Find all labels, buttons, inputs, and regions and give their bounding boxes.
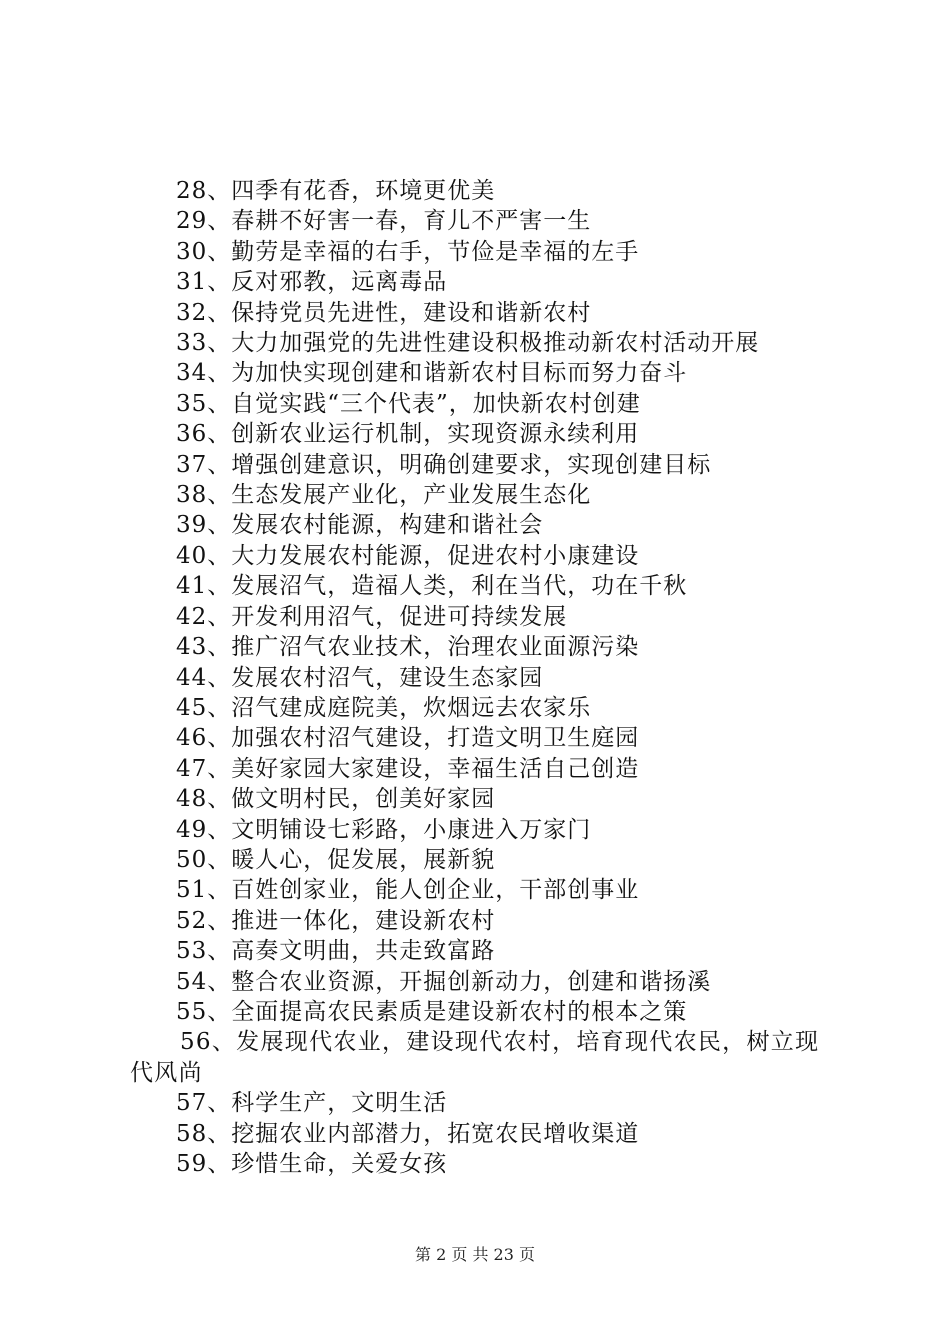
page-footer: 第 2 页 共 23 页 xyxy=(415,1245,535,1264)
list-item: 33、大力加强党的先进性建设积极推动新农村活动开展 xyxy=(176,330,760,357)
list-item: 44、发展农村沼气，建设生态家园 xyxy=(176,664,544,691)
list-item: 29、春耕不好害一春，育儿不严害一生 xyxy=(176,208,592,235)
list-item: 37、增强创建意识，明确创建要求，实现创建目标 xyxy=(176,451,712,478)
list-item: 54、整合农业资源，开掘创新动力，创建和谐扬溪 xyxy=(176,968,712,995)
list-item: 40、大力发展农村能源，促进农村小康建设 xyxy=(176,542,640,569)
list-item: 28、四季有花香，环境更优美 xyxy=(176,178,496,204)
list-item: 39、发展农村能源，构建和谐社会 xyxy=(176,512,544,539)
list-item: 49、文明铺设七彩路，小康进入万家门 xyxy=(176,816,592,843)
list-item: 32、保持党员先进性，建设和谐新农村 xyxy=(176,299,592,326)
list-item: 30、勤劳是幸福的右手，节俭是幸福的左手 xyxy=(176,238,640,265)
list-item: 43、推广沼气农业技术，治理农业面源污染 xyxy=(176,634,640,661)
list-item: 48、做文明村民，创美好家园 xyxy=(176,786,496,813)
list-item: 55、全面提高农民素质是建设新农村的根本之策 xyxy=(176,998,688,1025)
list-item: 46、加强农村沼气建设，打造文明卫生庭园 xyxy=(176,725,640,752)
list-item: 59、珍惜生命，关爱女孩 xyxy=(176,1151,448,1177)
list-item: 45、沼气建成庭院美，炊烟远去农家乐 xyxy=(176,694,592,721)
list-item: 51、百姓创家业，能人创企业，干部创事业 xyxy=(176,877,640,904)
list-item: 50、暖人心，促发展，展新貌 xyxy=(176,846,496,873)
list-item: 34、为加快实现创建和谐新农村目标而努力奋斗 xyxy=(176,360,688,387)
list-item: 58、挖掘农业内部潜力，拓宽农民增收渠道 xyxy=(176,1120,640,1147)
list-item: 36、创新农业运行机制，实现资源永续利用 xyxy=(176,421,640,448)
list-item: 56、发展现代农业，建设现代农村，培育现代农民，树立现代风尚 xyxy=(130,1029,820,1086)
list-item: 52、推进一体化，建设新农村 xyxy=(176,907,496,934)
list-item: 31、反对邪教，远离毒品 xyxy=(176,269,448,296)
slogan-list xyxy=(130,176,830,1179)
list-item: 53、高奏文明曲，共走致富路 xyxy=(176,938,496,965)
list-item: 41、发展沼气，造福人类，利在当代，功在千秋 xyxy=(176,573,688,600)
list-item: 42、开发利用沼气，促进可持续发展 xyxy=(176,603,568,630)
list-item: 47、美好家园大家建设，幸福生活自己创造 xyxy=(176,755,640,782)
list-item: 35、自觉实践“三个代表”，加快新农村创建 xyxy=(176,390,641,417)
list-item: 38、生态发展产业化，产业发展生态化 xyxy=(176,482,592,509)
list-item: 57、科学生产，文明生活 xyxy=(176,1090,448,1117)
